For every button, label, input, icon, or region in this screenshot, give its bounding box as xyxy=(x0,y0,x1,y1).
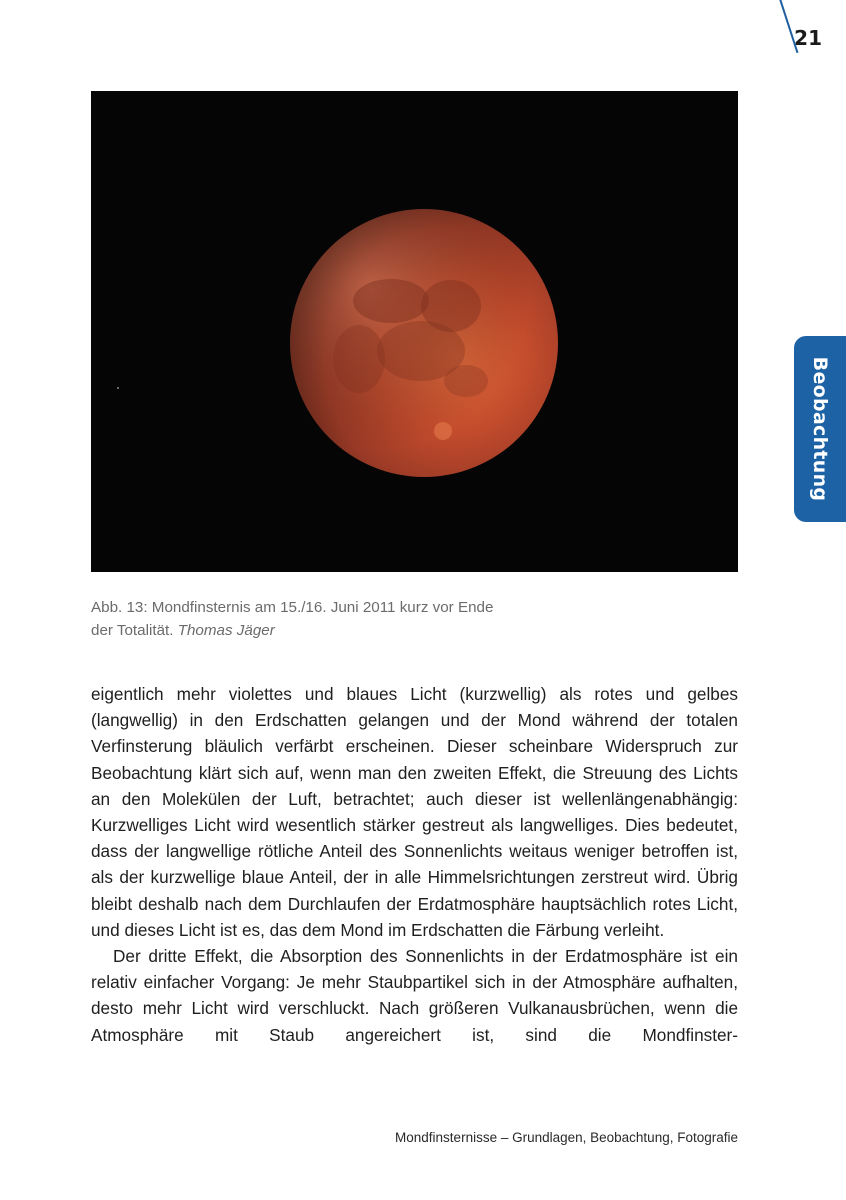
paragraph: eigentlich mehr violettes und blaues Licht (kurzwellig) als rotes und gelbes (langwellig) in den Erdschatten gelangen und der Mond während der totalen Verfinsterung bläulich verfärbt erscheinen. Dieser scheinbare Widerspruch zur Beobachtung klärt sich auf, wenn man den zweiten Effekt, die Streuung des Lichts an den Molekülen der Luft, betrachtet; auch dieser ist wellenlängenabhängig: Kurzwelliges Licht wird wesentlich stärker gestreut als langwelliges. Dies bedeutet, dass der langwellige rötliche Anteil des Sonnenlichts weitaus weniger betroffen ist, als der kurzwellige blaue Anteil, der in alle Himmelsrichtungen zerstreut wird. Übrig bleibt deshalb nach dem Durchlaufen der Erdatmosphäre hauptsächlich rotes Licht, und dieses Licht ist es, das dem Mond im Erdschatten die Färbung verleiht. xyxy=(91,684,738,940)
section-tab xyxy=(794,336,846,522)
moon-image xyxy=(91,91,738,572)
running-footer: Mondfinsternisse – Grundlagen, Beobachtung, Fotografie xyxy=(395,1130,738,1145)
caption-author: Thomas Jäger xyxy=(177,622,275,639)
caption-text: Abb. 13: Mondfinsternis am 15./16. Juni 2011 kurz vor Ende der Totalität. xyxy=(91,599,494,639)
body-text xyxy=(91,681,738,1048)
paragraph: Der dritte Effekt, die Absorption des Sonnenlichts in der Erdatmosphäre ist ein relativ einfacher Vorgang: Je mehr Staubpartikel sich in der Atmosphäre aufhalten, desto mehr Licht wird verschluckt. Nach größeren Vulkanausbrüchen, wenn die Atmosphäre mit Staub angereichert ist, sind die Mondfinster- xyxy=(91,946,738,1045)
figure-caption xyxy=(91,596,511,642)
page-number: 21 xyxy=(794,26,822,50)
lunar-eclipse-photo xyxy=(91,91,738,572)
section-tab-label: Beobachtung xyxy=(809,356,831,502)
